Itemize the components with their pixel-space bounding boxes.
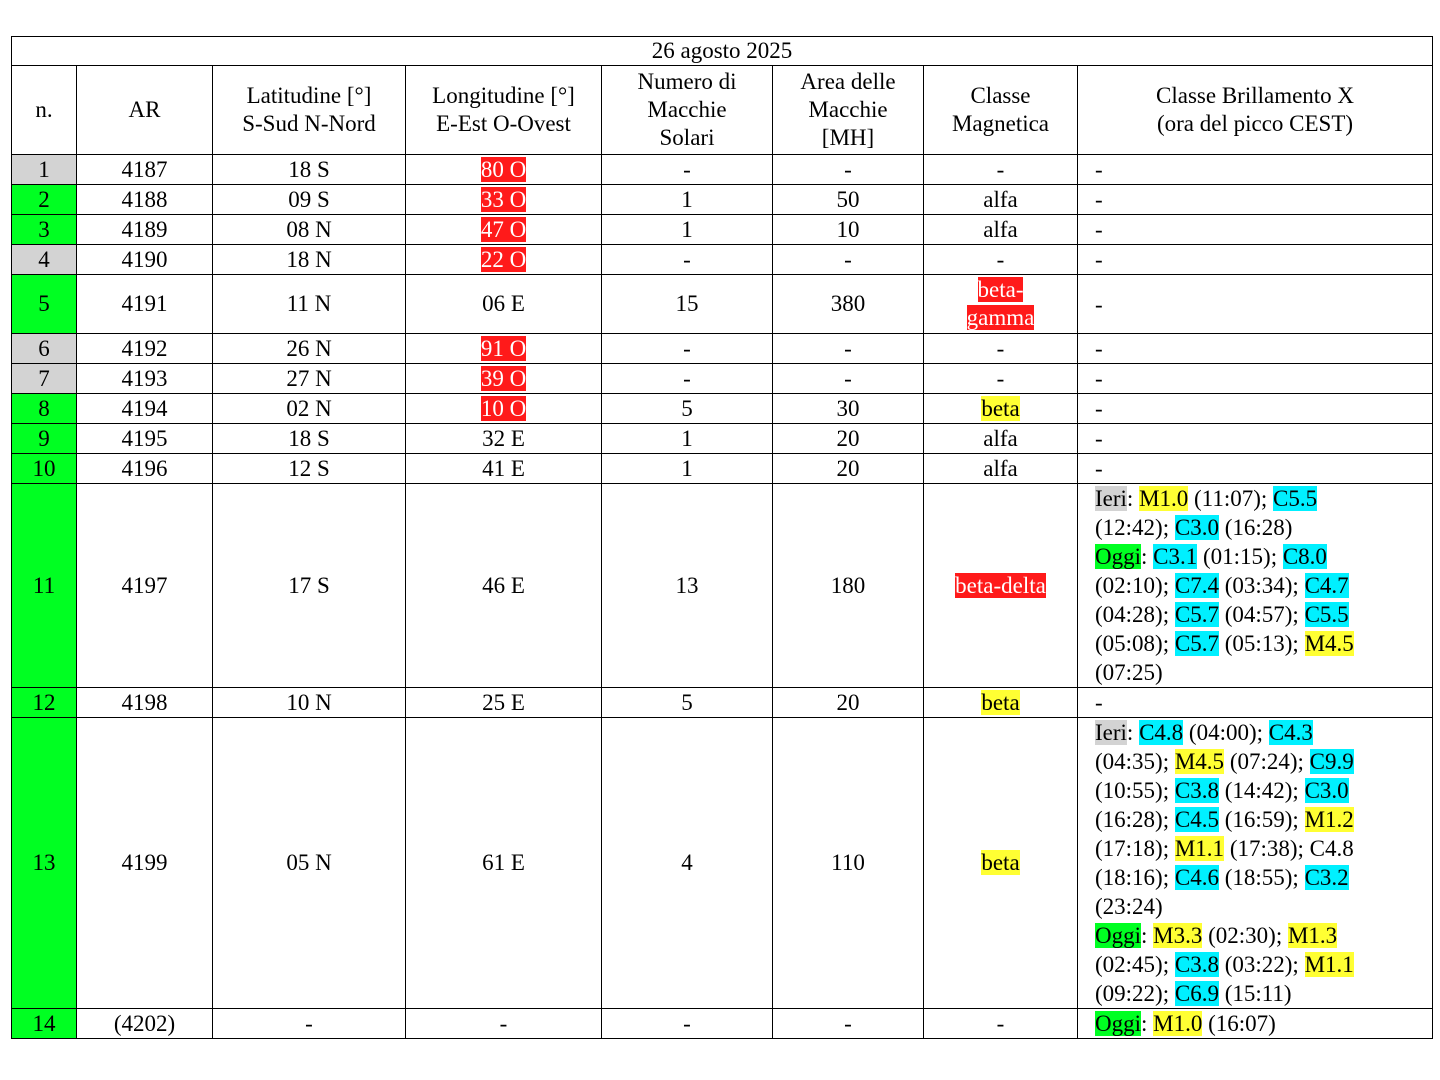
magnetic-class: alfa bbox=[924, 215, 1078, 245]
table-row bbox=[12, 334, 1433, 364]
row-number: 12 bbox=[12, 688, 77, 718]
area: 110 bbox=[773, 718, 924, 1009]
table-row bbox=[12, 424, 1433, 454]
spots: 1 bbox=[602, 424, 773, 454]
latitude: 18 N bbox=[213, 245, 406, 275]
ar-number: 4191 bbox=[77, 275, 213, 334]
magnetic-class: alfa bbox=[924, 424, 1078, 454]
ar-number: 4196 bbox=[77, 454, 213, 484]
magnetic-class: beta-delta bbox=[924, 484, 1078, 688]
magnetic-class: - bbox=[924, 1009, 1078, 1039]
latitude: 02 N bbox=[213, 394, 406, 424]
row-number: 5 bbox=[12, 275, 77, 334]
ar-number: 4197 bbox=[77, 484, 213, 688]
table-row bbox=[12, 394, 1433, 424]
latitude: 18 S bbox=[213, 424, 406, 454]
ar-number: 4198 bbox=[77, 688, 213, 718]
area: 180 bbox=[773, 484, 924, 688]
latitude: 18 S bbox=[213, 155, 406, 185]
row-number: 4 bbox=[12, 245, 77, 275]
area: - bbox=[773, 334, 924, 364]
longitude: 41 E bbox=[406, 454, 602, 484]
flares: - bbox=[1078, 155, 1433, 185]
sunspot-report bbox=[11, 36, 1433, 1039]
longitude: 33 O bbox=[406, 185, 602, 215]
longitude: 46 E bbox=[406, 484, 602, 688]
row-number: 3 bbox=[12, 215, 77, 245]
longitude: 32 E bbox=[406, 424, 602, 454]
latitude: 11 N bbox=[213, 275, 406, 334]
table-row bbox=[12, 185, 1433, 215]
flares: Ieri: M1.0 (11:07); C5.5 (12:42); C3.0 (16:28) Oggi: C3.1 (01:15); C8.0 (02:10); C7.4 (03:34); C4.7 (04:28); C5.7 (04:57); C5.5 (05:08); C5.7 (05:13); M4.5 (07:25) bbox=[1078, 484, 1433, 688]
row-number: 2 bbox=[12, 185, 77, 215]
magnetic-class: beta bbox=[924, 688, 1078, 718]
spots: - bbox=[602, 1009, 773, 1039]
row-number: 14 bbox=[12, 1009, 77, 1039]
row-number: 6 bbox=[12, 334, 77, 364]
row-number: 9 bbox=[12, 424, 77, 454]
spots: 15 bbox=[602, 275, 773, 334]
header-flare-class: Classe Brillamento X (ora del picco CEST) bbox=[1078, 66, 1433, 155]
latitude: 09 S bbox=[213, 185, 406, 215]
spots: - bbox=[602, 334, 773, 364]
ar-number: 4199 bbox=[77, 718, 213, 1009]
longitude: 06 E bbox=[406, 275, 602, 334]
magnetic-class: - bbox=[924, 155, 1078, 185]
table-row bbox=[12, 454, 1433, 484]
spots: 4 bbox=[602, 718, 773, 1009]
latitude: 08 N bbox=[213, 215, 406, 245]
header-magnetic-class: Classe Magnetica bbox=[924, 66, 1078, 155]
flares: - bbox=[1078, 394, 1433, 424]
ar-number: 4194 bbox=[77, 394, 213, 424]
flares: - bbox=[1078, 185, 1433, 215]
table-row bbox=[12, 155, 1433, 185]
area: 20 bbox=[773, 454, 924, 484]
ar-number: 4192 bbox=[77, 334, 213, 364]
flares: - bbox=[1078, 334, 1433, 364]
table-row bbox=[12, 688, 1433, 718]
longitude: 80 O bbox=[406, 155, 602, 185]
active-regions-table bbox=[11, 36, 1433, 1039]
spots: 1 bbox=[602, 185, 773, 215]
header-n: n. bbox=[12, 66, 77, 155]
report-date: 26 agosto 2025 bbox=[12, 37, 1433, 66]
longitude: 25 E bbox=[406, 688, 602, 718]
table-row bbox=[12, 275, 1433, 334]
magnetic-class: alfa bbox=[924, 185, 1078, 215]
header-row bbox=[12, 66, 1433, 155]
area: - bbox=[773, 245, 924, 275]
header-latitude: Latitudine [°] S-Sud N-Nord bbox=[213, 66, 406, 155]
flares: - bbox=[1078, 275, 1433, 334]
magnetic-class: beta bbox=[924, 394, 1078, 424]
ar-number: 4189 bbox=[77, 215, 213, 245]
longitude: 39 O bbox=[406, 364, 602, 394]
spots: 1 bbox=[602, 215, 773, 245]
ar-number: 4187 bbox=[77, 155, 213, 185]
longitude: 10 O bbox=[406, 394, 602, 424]
magnetic-class: - bbox=[924, 334, 1078, 364]
spots: - bbox=[602, 364, 773, 394]
latitude: 26 N bbox=[213, 334, 406, 364]
header-area: Area delle Macchie [MH] bbox=[773, 66, 924, 155]
row-number: 10 bbox=[12, 454, 77, 484]
flares: - bbox=[1078, 424, 1433, 454]
flares: - bbox=[1078, 454, 1433, 484]
flares: Oggi: M1.0 (16:07) bbox=[1078, 1009, 1433, 1039]
flares: - bbox=[1078, 364, 1433, 394]
ar-number: 4188 bbox=[77, 185, 213, 215]
row-number: 11 bbox=[12, 484, 77, 688]
magnetic-class: - bbox=[924, 245, 1078, 275]
area: 20 bbox=[773, 688, 924, 718]
row-number: 7 bbox=[12, 364, 77, 394]
latitude: 10 N bbox=[213, 688, 406, 718]
flares: - bbox=[1078, 688, 1433, 718]
magnetic-class: - bbox=[924, 364, 1078, 394]
area: 50 bbox=[773, 185, 924, 215]
flares: - bbox=[1078, 215, 1433, 245]
ar-number: (4202) bbox=[77, 1009, 213, 1039]
latitude: - bbox=[213, 1009, 406, 1039]
ar-number: 4195 bbox=[77, 424, 213, 454]
magnetic-class: beta- gamma bbox=[924, 275, 1078, 334]
longitude: 91 O bbox=[406, 334, 602, 364]
row-number: 8 bbox=[12, 394, 77, 424]
area: - bbox=[773, 155, 924, 185]
table-row bbox=[12, 245, 1433, 275]
table-row bbox=[12, 215, 1433, 245]
title-row bbox=[12, 37, 1433, 66]
longitude: 61 E bbox=[406, 718, 602, 1009]
spots: 13 bbox=[602, 484, 773, 688]
spots: - bbox=[602, 155, 773, 185]
latitude: 17 S bbox=[213, 484, 406, 688]
header-spots: Numero di Macchie Solari bbox=[602, 66, 773, 155]
flares: Ieri: C4.8 (04:00); C4.3 (04:35); M4.5 (07:24); C9.9 (10:55); C3.8 (14:42); C3.0 (16:28); C4.5 (16:59); M1.2 (17:18); M1.1 (17:38); C4.8 (18:16); C4.6 (18:55); C3.2 (23:24) Oggi: M3.3 (02:30); M1.3 (02:45); C3.8 (03:22); M1.1 (09:22); C6.9 (15:11) bbox=[1078, 718, 1433, 1009]
latitude: 05 N bbox=[213, 718, 406, 1009]
area: - bbox=[773, 1009, 924, 1039]
spots: 5 bbox=[602, 394, 773, 424]
area: 380 bbox=[773, 275, 924, 334]
table-row bbox=[12, 1009, 1433, 1039]
table-row bbox=[12, 484, 1433, 688]
row-number: 13 bbox=[12, 718, 77, 1009]
header-ar: AR bbox=[77, 66, 213, 155]
spots: - bbox=[602, 245, 773, 275]
row-number: 1 bbox=[12, 155, 77, 185]
table-row bbox=[12, 364, 1433, 394]
ar-number: 4193 bbox=[77, 364, 213, 394]
flares: - bbox=[1078, 245, 1433, 275]
area: 10 bbox=[773, 215, 924, 245]
longitude: - bbox=[406, 1009, 602, 1039]
latitude: 27 N bbox=[213, 364, 406, 394]
magnetic-class: beta bbox=[924, 718, 1078, 1009]
table-row bbox=[12, 718, 1433, 1009]
spots: 5 bbox=[602, 688, 773, 718]
header-longitude: Longitudine [°] E-Est O-Ovest bbox=[406, 66, 602, 155]
ar-number: 4190 bbox=[77, 245, 213, 275]
area: 20 bbox=[773, 424, 924, 454]
longitude: 22 O bbox=[406, 245, 602, 275]
area: 30 bbox=[773, 394, 924, 424]
latitude: 12 S bbox=[213, 454, 406, 484]
longitude: 47 O bbox=[406, 215, 602, 245]
magnetic-class: alfa bbox=[924, 454, 1078, 484]
area: - bbox=[773, 364, 924, 394]
spots: 1 bbox=[602, 454, 773, 484]
